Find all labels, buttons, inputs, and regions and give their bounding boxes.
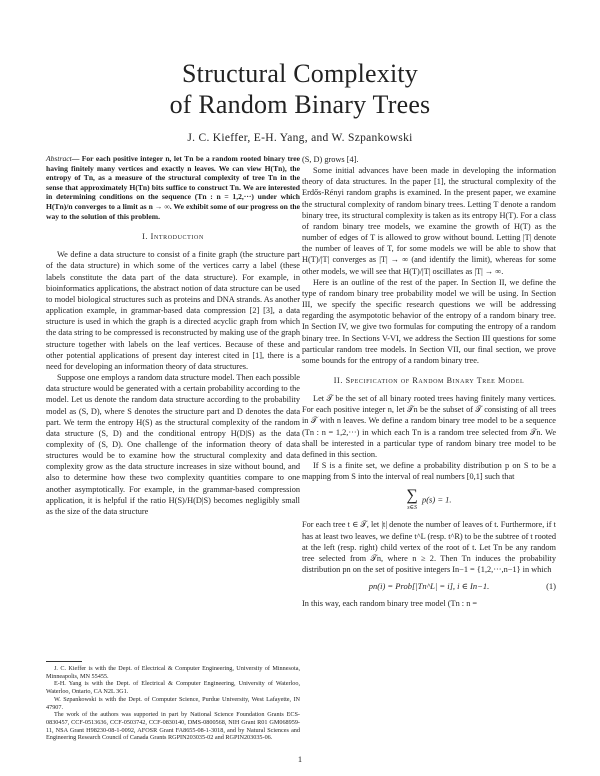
authors: J. C. Kieffer, E-H. Yang, and W. Szpankowski [187,132,413,144]
section-2-paragraph-2: If S is a finite set, we define a probability distribution p on S to be a mapping from S into the interval of real numbers [0,1] such that [302,461,556,482]
right-column [302,154,556,609]
sum-equation-body: p(s) = 1. [421,494,452,505]
abstract-lead: Abstract [46,154,72,163]
footnotes [46,661,300,742]
equation-1-body: pn(i) = Prob[|Tn^L| = i], i ∈ In−1. [368,581,490,592]
footnote-1: J. C. Kieffer is with the Dept. of Electrical & Computer Engineering, University of Minnesota, Minneapolis, MN 55455. [46,665,300,680]
paper-title [0,58,600,120]
section-2-paragraph-3: For each tree t ∈ 𝒯, let |t| denote the number of leaves of t. Furthermore, if t has at least two leaves, we define t^L (resp. t^R) to be the subtree of t rooted at the left (resp. right) child vertex of the root of t. Let Tn be any random tree selected from 𝒯n, where n ≥ 2. Then Tn induces the probability distribution pn on the set of positive integers In−1 = {1,2,···,n−1} in which [302,520,556,574]
sum-equation [302,488,556,513]
right-paragraph-1: Some initial advances have been made in developing the information theory of data structures. In the paper [1], the structural complexity of the Erdős-Rényi random graphs is examined. In the present paper, we examine the structural complexity of random binary trees. Letting T denote a random binary tree, its structural complexity is taken as its entropy H(T). For a class of random binary tree models, we examine the growth of H(T) as the number of edges of T is allowed to grow without bound. Letting |T| denote the number of leaves of T, for some models we will be able to show that H(T)/|T| converges as |T| → ∞ (and identify the limit), whereas for some other models, we will see that H(T)/|T| oscillates as |T| → ∞. [302,166,556,276]
abstract-text: — For each positive integer n, let Tn be a random rooted binary tree having finitely many vertices and exactly n leaves. We can view H(Tn), the entropy of Tn, as a measure of the structural complexity of tree Tn in the sense that approximately H(Tn) bits suffice to construct Tn. We are interested in determining conditions on the sequence (Tn : n = 1,2,···) under which H(Tn)/n converges to a limit as n → ∞. We exhibit some of our progress on the way to the solution of this problem. [46,154,300,221]
section-1-paragraph-1: We define a data structure to consist of a finite graph (the structure part of the data structure) in which some of the vertices carry a label (these labels constitute the data part of the data structure). For example, in bioinformatics applications, the abstract notion of data structure can be used to model biological structures such as proteins and DNA strands. As another application example, in grammar-based data compression [2] [3], a data structure is used in which the graph is a directed acyclic graph from which the data string to be compressed is reconstructed by making use of the graph structure together with labels on the leaf vertices. Because of these and other potential applications of present day interest cited in [1], there is a need for developing an information theory of data structures. [46,250,300,371]
title-block [0,58,600,144]
right-paragraph-2: Here is an outline of the rest of the paper. In Section II, we define the type of random binary tree probability model we will be using. In Section III, we specify the specific research questions we will be addressing regarding the asympototic behavior of the entropy of a random binary tree. In Section IV, we give two formulas for computing the entropy of a random binary tree. In Sections V-VI, we address the Section III questions for some particular random tree models. In Section VII, our final section, we prove some bounds for the entropy of a random binary tree. [302,277,556,365]
left-column [46,154,300,517]
equation-1 [302,581,556,592]
section-2-paragraph-4: In this way, each random binary tree model (Tn : n = [302,599,478,609]
footnote-2: E-H. Yang is with the Dept. of Electrical & Computer Engineering, University of Waterloo, Waterloo, Ontario, CA N2L 3G1. [46,680,300,696]
title-line-1: Structural Complexity [181,59,418,88]
title-line-2: of Random Binary Trees [169,90,431,119]
section-1-paragraph-2: Suppose one employs a random data structure model. Then each possible data structure would be generated with a certain probability according to the model. Let us denote the random data structure according to the probability model as (S, D), where S denotes the structure part and D denotes the data part. We term the entropy H(S) as the structural complexity of the random data structure (S, D) and the conditional entropy H(D|S) as the data complexity of (S, D). One challenge of the information theory of data structures would be to examine how the structural complexity and data complexity grow as the data structure increases in size without bound, and also to determine how these two complexity quantities compare to one another asymptotically. For example, in the grammar-based compression application, it is helpful if the ratio H(S)/H(D|S) becomes negligibly small as the size of the data structure [46,373,300,516]
page-number: 1 [297,754,303,764]
section-2-heading: II. Specification of Random Binary Tree Model [333,375,525,385]
summation-subscript: s∈S [407,505,418,512]
section-1-heading: I. Introduction [142,232,204,242]
abstract [46,154,300,221]
summation-symbol: ∑ s∈S [406,487,418,512]
equation-1-number: (1) [546,581,556,592]
footnote-rule [46,661,82,662]
section-2-paragraph-1: Let 𝒯 be the set of all binary rooted trees having finitely many vertices. For each positive integer n, let 𝒯n be the subset of 𝒯 consisting of all trees in 𝒯 with n leaves. We define a random binary tree model to be a sequence (Tn : n = 1,2,···) in which each Tn is a random tree selected from 𝒯n. We shall be interested in a particular type of random binary tree model to be defined in this section. [302,394,556,459]
footnote-3: W. Szpankowski is with the Dept. of Computer Science, Purdue University, West Lafayette, IN 47907. [46,695,300,711]
right-paragraph-0: (S, D) grows [4]. [302,155,359,164]
footnote-4: The work of the authors was supported in part by National Science Foundation Grants ECS-0830457, CCF-0513636, CCF-0503742, CCF-0830140, DMS-0800568, NIH Grant R01 GM068959-11, NSA Grant H98230-08-1-0092, AFOSR Grant FA8655-08-1-3018, and by Natural Sciences and Engineering Research Council of Canada Grants RGPIN203035-02 and RGPIN203035-06. [46,711,300,742]
